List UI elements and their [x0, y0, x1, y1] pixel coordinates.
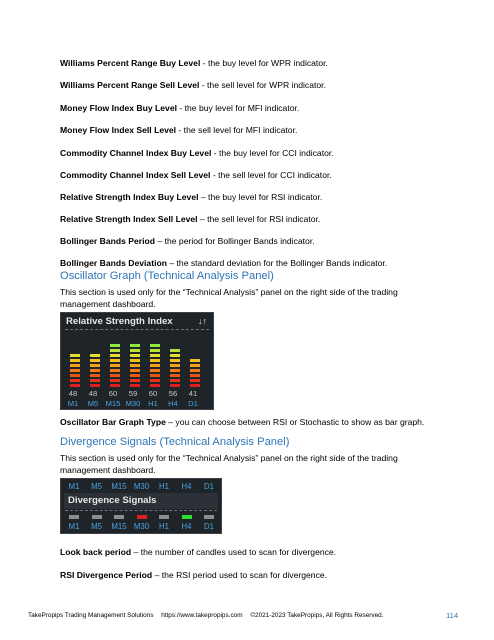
divergence-panel-title: Divergence Signals [68, 495, 157, 506]
sort-icon[interactable]: ↓↑ [198, 316, 207, 326]
rsi-bar-segment [190, 359, 200, 362]
rsi-bar-segment [70, 379, 80, 382]
definition-desc: - the sell level for WPR indicator. [199, 80, 326, 90]
rsi-bar-segment [110, 354, 120, 357]
rsi-bar-segment [110, 364, 120, 367]
definition-desc: – the sell level for RSI indicator. [197, 214, 321, 224]
oscillator-type-desc: – you can choose between RSI or Stochastic to show as bar graph. [165, 417, 425, 427]
rsi-bar-segment [110, 374, 120, 377]
rsi-bar-segment [70, 369, 80, 372]
rsi-bar-segment [110, 369, 120, 372]
rsi-bar-segment [90, 359, 100, 362]
divergence-timeframe-label: D1 [204, 522, 214, 531]
rsi-bar-segment [70, 384, 80, 387]
footer-copyright: ©2021-2023 TakePropips, All Rights Reserved. [250, 612, 384, 619]
definition-term: Money Flow Index Sell Level [60, 125, 177, 135]
page-footer [28, 612, 390, 619]
definition-desc: - the buy level for CCI indicator. [211, 148, 334, 158]
rsi-bar-segment [170, 379, 180, 382]
rsi-value-label: 60 [108, 389, 118, 398]
definition-desc: - the buy level for MFI indicator. [177, 103, 300, 113]
rsi-value-label: 59 [128, 389, 138, 398]
definition-term: Commodity Channel Index Buy Level [60, 148, 212, 158]
definition-desc: – the standard deviation for the Bollinger Bands indicator. [166, 258, 388, 268]
rsi-bar-segment [90, 384, 100, 387]
definition-item [60, 214, 460, 225]
rsi-bar-segment [130, 349, 140, 352]
divergence-panel-divider [65, 510, 217, 511]
definition-term: Relative Strength Index Sell Level [60, 214, 198, 224]
rsi-bar-segment [150, 379, 160, 382]
rsi-timeframe-label: M5 [87, 399, 99, 408]
rsi-bar-segment [150, 344, 160, 347]
divergence-timeframe-label: M15 [111, 482, 127, 491]
rsi-bar-segment [130, 384, 140, 387]
page-number: 114 [446, 611, 459, 620]
rsi-bar-segment [70, 374, 80, 377]
definition-item [60, 58, 460, 69]
divergence-signal-indicator [137, 515, 147, 519]
oscillator-section-heading: Oscillator Graph (Technical Analysis Panel) [60, 270, 274, 282]
definition-term: Money Flow Index Buy Level [60, 103, 177, 113]
rsi-value-label: 48 [88, 389, 98, 398]
oscillator-type-item [60, 417, 460, 428]
rsi-bar-segment [170, 374, 180, 377]
rsi-value-label: 48 [68, 389, 78, 398]
rsi-value-label: 60 [148, 389, 158, 398]
lookback-period-item [60, 547, 460, 558]
definition-item [60, 236, 460, 247]
definition-item [60, 125, 460, 136]
definition-item [60, 192, 460, 203]
rsi-panel-title: Relative Strength Index [66, 316, 173, 327]
rsi-bar-segment [150, 374, 160, 377]
divergence-signals-panel [60, 478, 222, 534]
rsi-timeframe-label: H4 [168, 399, 178, 408]
divergence-signal-indicator [159, 515, 169, 519]
divergence-section-intro: This section is used only for the “Technical Analysis” panel on the right side of the trading management dashboard. [60, 453, 398, 475]
rsi-bar-segment [90, 354, 100, 357]
rsi-bar-segment [70, 354, 80, 357]
divergence-title-box [64, 493, 218, 509]
rsi-bar-segment [90, 369, 100, 372]
rsi-bar-segment [130, 374, 140, 377]
rsi-value-label: 56 [168, 389, 178, 398]
divergence-timeframe-label: M30 [133, 522, 150, 531]
rsi-bar-segment [90, 374, 100, 377]
rsi-bar-segment [70, 359, 80, 362]
rsi-timeframe-label: D1 [188, 399, 198, 408]
footer-url[interactable]: https://www.takepropips.com [161, 612, 243, 619]
divergence-timeframe-label: M5 [91, 482, 102, 491]
divergence-timeframe-label: M30 [133, 482, 150, 491]
definition-desc: - the buy level for WPR indicator. [200, 58, 328, 68]
rsi-bar-segment [190, 369, 200, 372]
rsi-bar-segment [170, 369, 180, 372]
divergence-signal-indicator [114, 515, 124, 519]
definition-desc: - the sell level for MFI indicator. [176, 125, 298, 135]
rsi-timeframe-label: H1 [148, 399, 158, 408]
definition-item [60, 170, 460, 181]
divergence-timeframe-label: M1 [68, 522, 80, 531]
rsi-bar-segment [170, 349, 180, 352]
definition-desc: – the buy level for RSI indicator. [198, 192, 323, 202]
oscillator-section-intro: This section is used only for the “Technical Analysis” panel on the right side of the trading management dashboard. [60, 287, 398, 309]
rsi-bar-segment [170, 354, 180, 357]
definition-term: Bollinger Bands Period [60, 236, 156, 246]
rsi-bar-segment [130, 354, 140, 357]
rsi-bar-segment [110, 344, 120, 347]
divergence-timeframe-label: H4 [181, 522, 192, 531]
rsi-bars [65, 335, 209, 387]
definition-term: Commodity Channel Index Sell Level [60, 170, 211, 180]
rsi-bar-segment [150, 384, 160, 387]
definition-term: Bollinger Bands Deviation [60, 258, 167, 268]
rsi-divergence-period-item [60, 570, 460, 581]
divergence-timeframe-label: H1 [159, 522, 169, 531]
rsi-bar-segment [90, 364, 100, 367]
rsi-timeframe-label: M15 [105, 399, 121, 408]
definition-item [60, 148, 460, 159]
rsi-bar-segment [190, 379, 200, 382]
divergence-timeframe-label: M5 [91, 522, 102, 531]
rsi-value-label: 41 [188, 389, 198, 398]
rsi-bar-graph-panel [60, 312, 214, 410]
oscillator-type-term: Oscillator Bar Graph Type [60, 417, 166, 427]
definition-item [60, 258, 460, 269]
divergence-signal-indicator [92, 515, 102, 519]
definition-term: Williams Percent Range Buy Level [60, 58, 201, 68]
definition-item [60, 80, 460, 91]
rsi-bar-segment [190, 374, 200, 377]
divergence-timeframe-label: M1 [68, 482, 80, 491]
rsi-divergence-period-term: RSI Divergence Period [60, 570, 153, 580]
divergence-signal-indicator [69, 515, 79, 519]
definition-term: Williams Percent Range Sell Level [60, 80, 200, 90]
rsi-timeframe-label: M1 [67, 399, 79, 408]
rsi-bar-segment [110, 379, 120, 382]
rsi-bar-segment [130, 359, 140, 362]
rsi-bar-segment [110, 384, 120, 387]
rsi-bar-segment [150, 369, 160, 372]
rsi-bar-segment [130, 369, 140, 372]
rsi-bar-segment [170, 364, 180, 367]
rsi-bar-segment [170, 359, 180, 362]
rsi-bar-segment [130, 379, 140, 382]
rsi-bar-segment [70, 364, 80, 367]
definition-desc: – the period for Bollinger Bands indicator. [155, 236, 315, 246]
divergence-timeframe-label: M15 [111, 522, 127, 531]
divergence-timeframe-label: H4 [181, 482, 192, 491]
divergence-timeframe-label: H1 [159, 482, 169, 491]
rsi-panel-divider [65, 329, 209, 330]
divergence-signal-indicator [204, 515, 214, 519]
rsi-bar-segment [150, 349, 160, 352]
divergence-section-heading: Divergence Signals (Technical Analysis Panel) [60, 436, 290, 448]
definition-item [60, 103, 460, 114]
lookback-period-desc: – the number of candles used to scan for divergence. [131, 547, 337, 557]
definition-desc: - the sell level for CCI indicator. [210, 170, 332, 180]
rsi-bar-segment [130, 364, 140, 367]
rsi-bar-segment [130, 344, 140, 347]
rsi-bar-segment [150, 354, 160, 357]
rsi-bar-segment [150, 359, 160, 362]
rsi-timeframe-label: M30 [125, 399, 141, 408]
footer-company: TakePropips Trading Management Solutions [28, 612, 154, 619]
rsi-bar-segment [150, 364, 160, 367]
divergence-timeframe-label: D1 [204, 482, 214, 491]
rsi-bar-segment [90, 379, 100, 382]
rsi-bar-segment [190, 364, 200, 367]
rsi-bar-segment [190, 384, 200, 387]
rsi-divergence-period-desc: – the RSI period used to scan for divergence. [152, 570, 328, 580]
rsi-bar-segment [170, 384, 180, 387]
rsi-bar-segment [110, 359, 120, 362]
lookback-period-term: Look back period [60, 547, 132, 557]
rsi-bar-segment [110, 349, 120, 352]
definition-term: Relative Strength Index Buy Level [60, 192, 199, 202]
divergence-signal-indicator [182, 515, 192, 519]
